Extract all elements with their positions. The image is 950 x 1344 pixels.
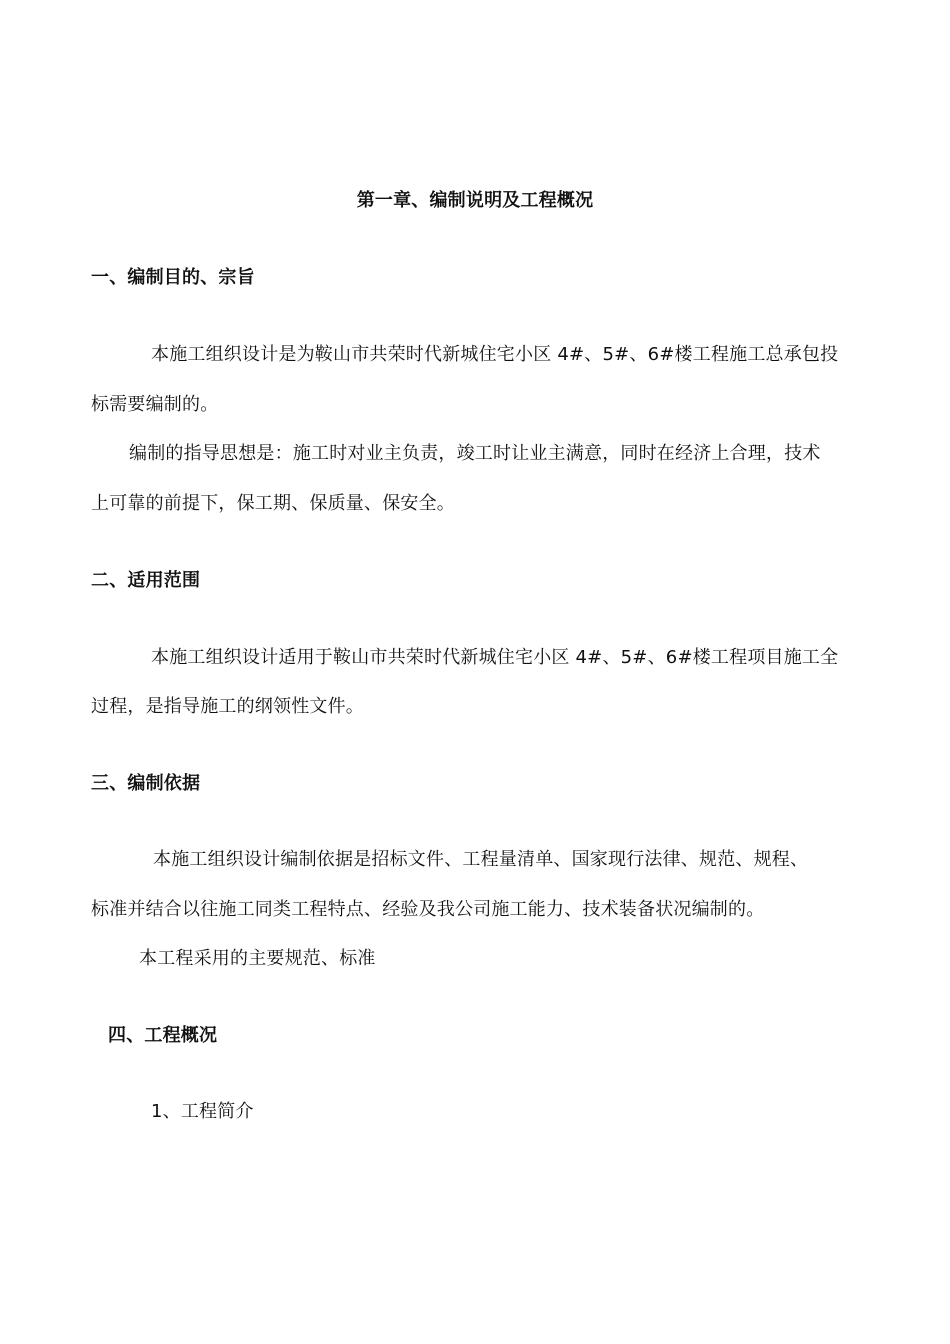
purpose-paragraph-line-1: 本施工组织设计是为鞍山市共荣时代新城住宅小区 4#、5#、6#楼工程施工总承包投 [151, 344, 839, 365]
section-heading-purpose: 一、编制目的、宗旨 [91, 267, 255, 288]
guiding-idea-line-1: 编制的指导思想是：施工时对业主负责，竣工时让业主满意，同时在经济上合理，技术 [129, 443, 821, 464]
basis-paragraph-line-2: 标准并结合以往施工同类工程特点、经验及我公司施工能力、技术装备状况编制的。 [91, 899, 765, 920]
subsection-project-intro: 1、工程简介 [151, 1101, 254, 1122]
guiding-idea-line-2: 上可靠的前提下，保工期、保质量、保安全。 [91, 493, 455, 514]
scope-paragraph-line-2: 过程，是指导施工的纲领性文件。 [91, 696, 364, 717]
section-heading-basis: 三、编制依据 [91, 773, 201, 794]
chapter-title: 第一章、编制说明及工程概况 [356, 190, 594, 211]
section-heading-overview: 四、工程概况 [108, 1025, 218, 1046]
standards-line: 本工程采用的主要规范、标准 [139, 948, 376, 969]
basis-paragraph-line-1: 本施工组织设计编制依据是招标文件、工程量清单、国家现行法律、规范、规程、 [153, 849, 809, 870]
scope-paragraph-line-1: 本施工组织设计适用于鞍山市共荣时代新城住宅小区 4#、5#、6#楼工程项目施工全 [151, 647, 839, 668]
purpose-paragraph-line-2: 标需要编制的。 [91, 394, 219, 415]
section-heading-scope: 二、适用范围 [91, 570, 201, 591]
